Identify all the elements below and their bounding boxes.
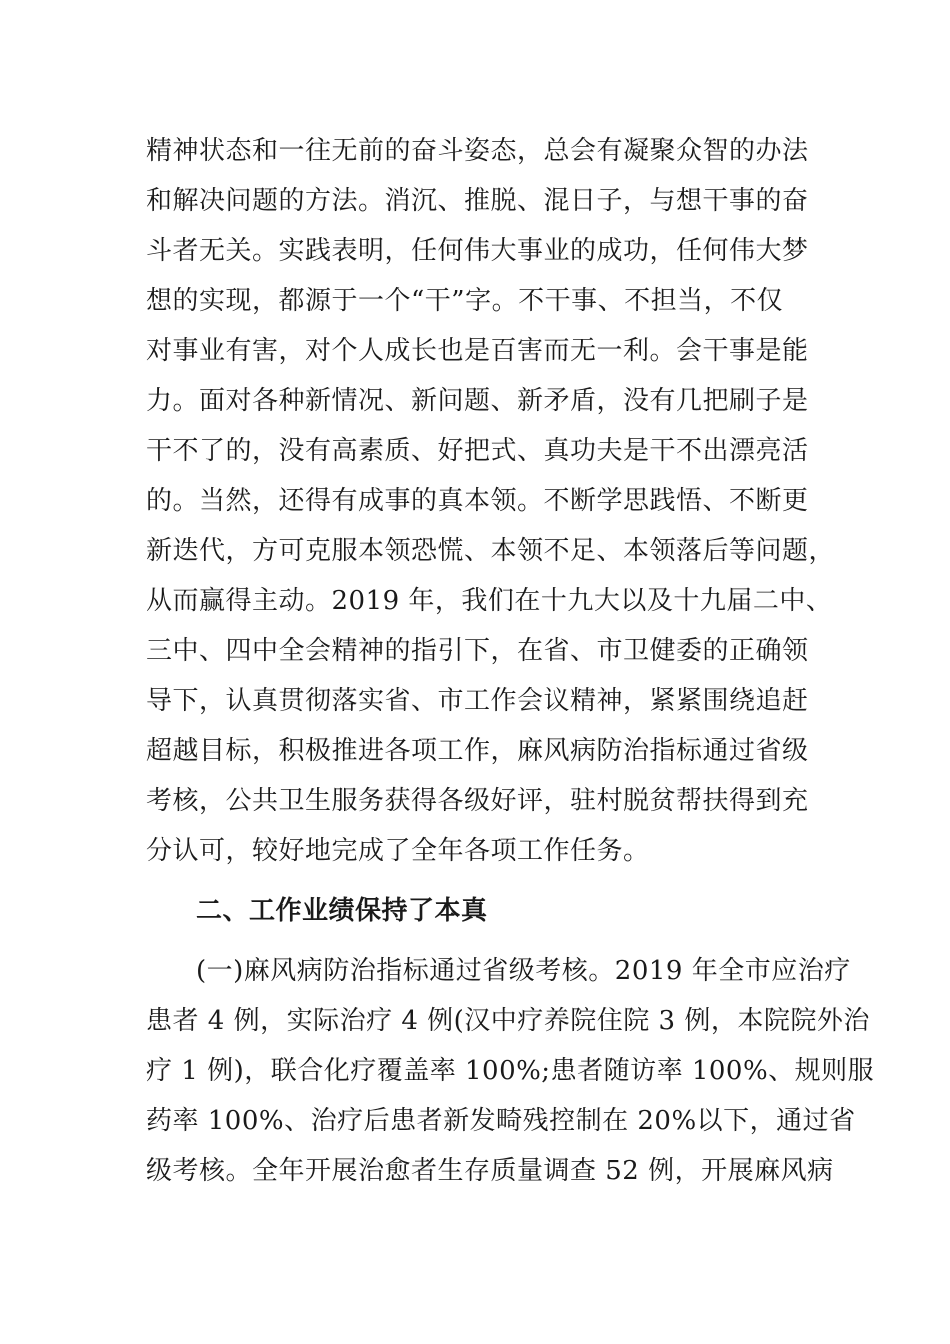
body-text-line: 导下，认真贯彻落实省、市工作会议精神，紧紧围绕追赶 bbox=[146, 686, 809, 716]
body-text-line: 三中、四中全会精神的指引下，在省、市卫健委的正确领 bbox=[146, 636, 809, 666]
body-text-line: 从而赢得主动。2019 年，我们在十九大以及十九届二中、 bbox=[146, 586, 833, 616]
body-text-line: 疗 1 例)，联合化疗覆盖率 100%;患者随访率 100%、规则服 bbox=[146, 1056, 875, 1086]
body-text-line: 精神状态和一往无前的奋斗姿态，总会有凝聚众智的办法 bbox=[146, 136, 809, 166]
body-text-line: 新迭代，方可克服本领恐慌、本领不足、本领落后等问题， bbox=[146, 536, 836, 566]
body-text-line: 分认可，较好地完成了全年各项工作任务。 bbox=[146, 836, 650, 866]
body-text-line: 想的实现，都源于一个“干”字。不干事、不担当，不仅 bbox=[146, 286, 784, 316]
body-text-line: (一)麻风病防治指标通过省级考核。2019 年全市应治疗 bbox=[196, 956, 851, 986]
body-text-line: 考核，公共卫生服务获得各级好评，驻村脱贫帮扶得到充 bbox=[146, 786, 809, 816]
body-text-line: 对事业有害，对个人成长也是百害而无一利。会干事是能 bbox=[146, 336, 809, 366]
body-text-line: 患者 4 例，实际治疗 4 例(汉中疗养院住院 3 例，本院院外治 bbox=[146, 1006, 870, 1036]
section-heading: 二、工作业绩保持了本真 bbox=[196, 896, 488, 926]
body-text-line: 级考核。全年开展治愈者生存质量调查 52 例，开展麻风病 bbox=[146, 1156, 834, 1186]
body-text-line: 的。当然，还得有成事的真本领。不断学思践悟、不断更 bbox=[146, 486, 809, 516]
body-text-line: 超越目标，积极推进各项工作，麻风病防治指标通过省级 bbox=[146, 736, 809, 766]
body-text-line: 斗者无关。实践表明，任何伟大事业的成功，任何伟大梦 bbox=[146, 236, 809, 266]
body-text-line: 干不了的，没有高素质、好把式、真功夫是干不出漂亮活 bbox=[146, 436, 809, 466]
body-text-line: 药率 100%、治疗后患者新发畸残控制在 20%以下，通过省 bbox=[146, 1106, 856, 1136]
body-text-line: 和解决问题的方法。消沉、推脱、混日子，与想干事的奋 bbox=[146, 186, 809, 216]
body-text-line: 力。面对各种新情况、新问题、新矛盾，没有几把刷子是 bbox=[146, 386, 809, 416]
